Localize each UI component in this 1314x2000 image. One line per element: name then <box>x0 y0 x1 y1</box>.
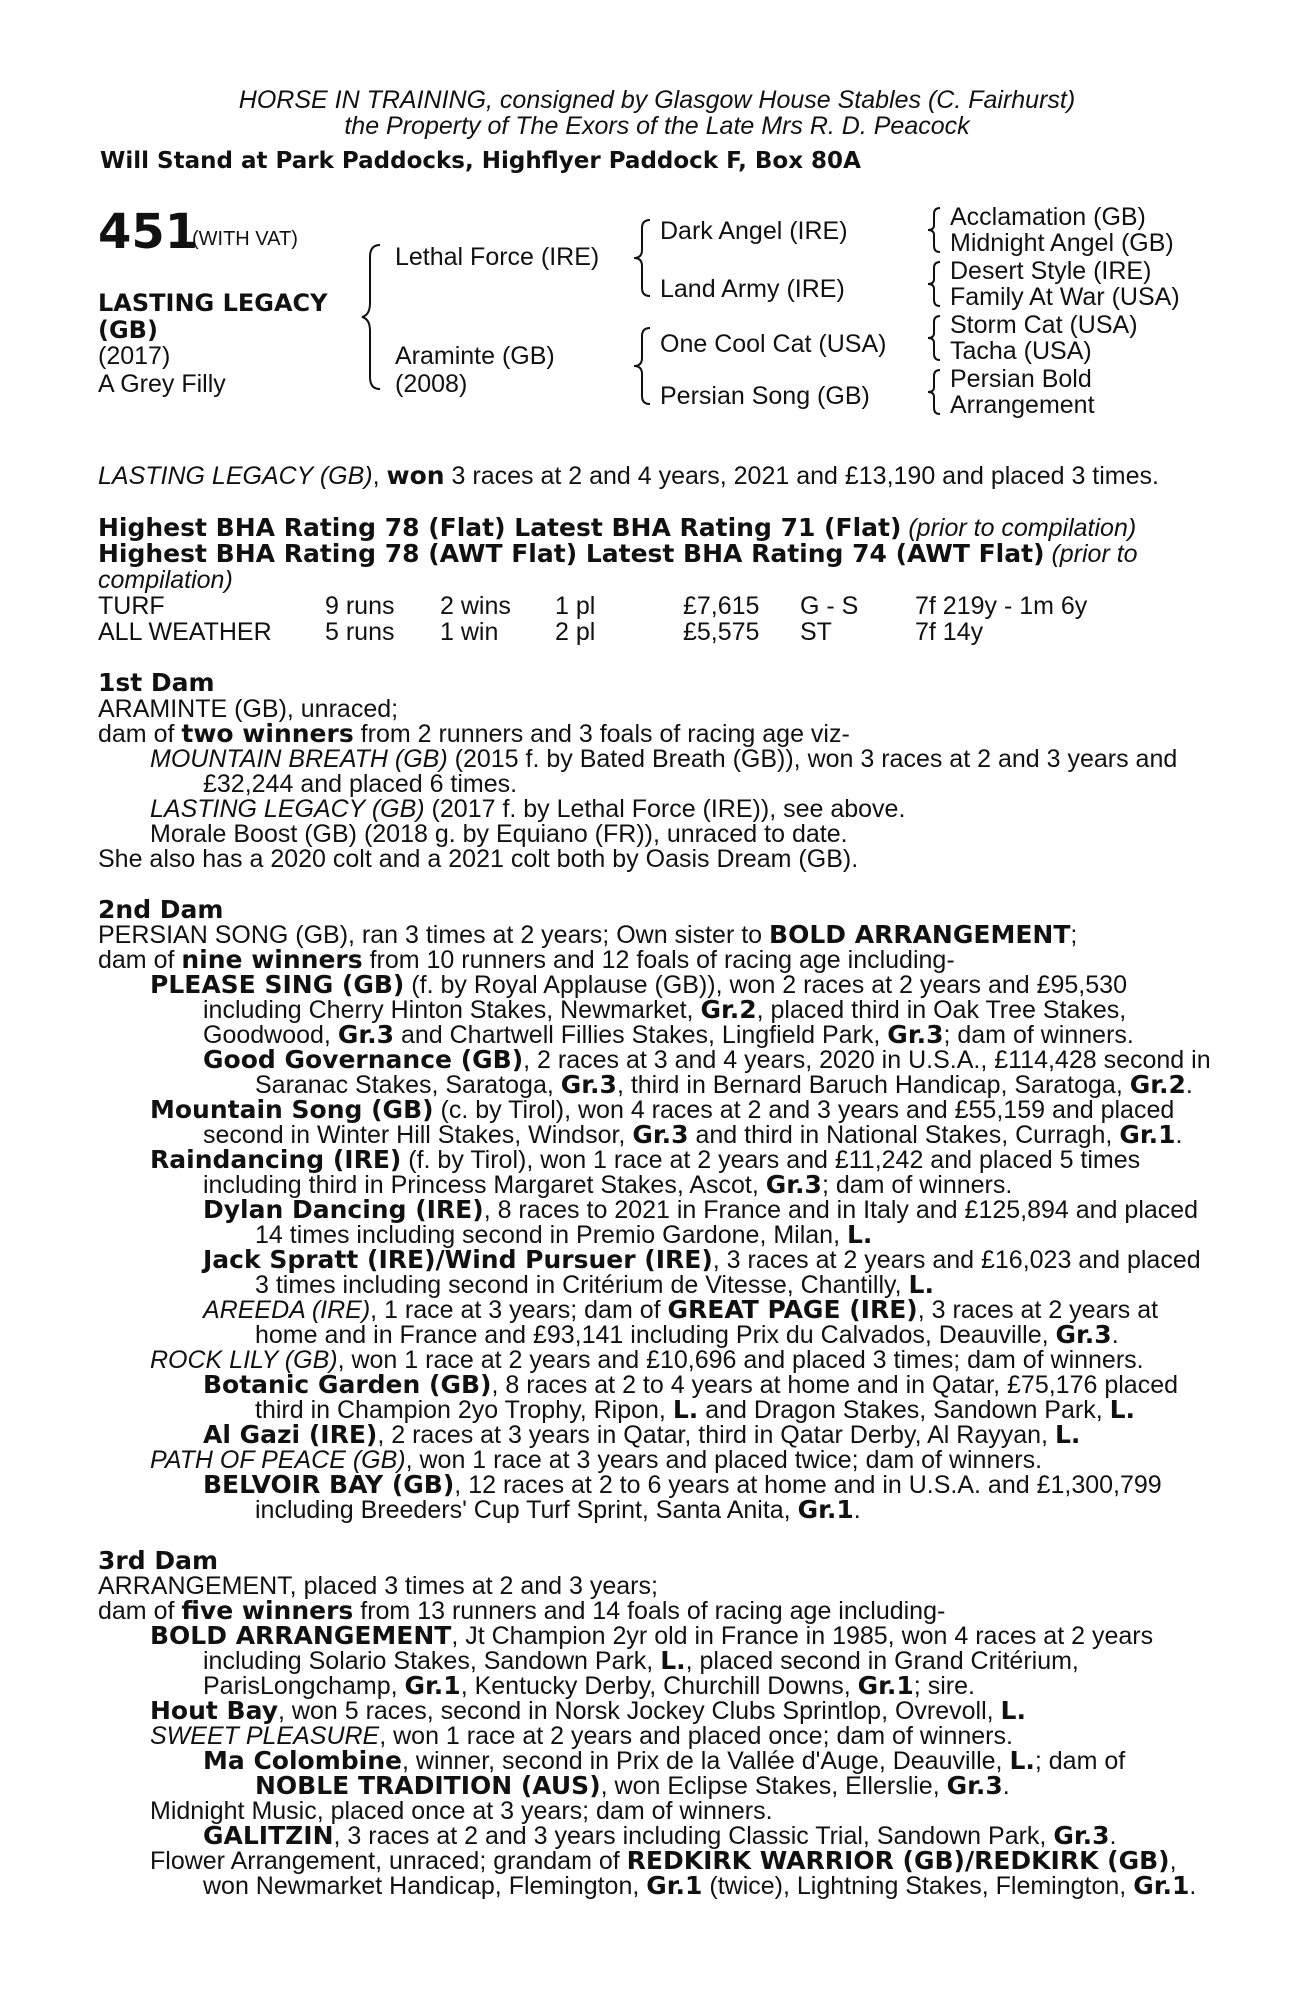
pedigree-gs3: One Cool Cat (USA) <box>660 330 887 358</box>
pedigree-dam: Araminte (GB) <box>395 342 555 370</box>
dam1-foal-1: MOUNTAIN BREATH (GB) (2015 f. by Bated Breath (GB)), won 3 races at 2 and 3 years and <box>150 745 1178 773</box>
dam3-ma-colombine: Ma Colombine, winner, second in Prix de la Vallée d'Auge, Deauville, L.; dam of <box>203 1746 1126 1775</box>
dam3-noble-tradition: NOBLE TRADITION (AUS), won Eclipse Stakes, Ellerslie, Gr.3. <box>255 1771 1010 1800</box>
dam2-please-sing-3: Goodwood, Gr.3 and Chartwell Fillies Stakes, Lingfield Park, Gr.3; dam of winners. <box>203 1020 1134 1049</box>
pedigree-ggs1: Acclamation (GB) <box>950 203 1146 231</box>
dam1-foal-2: LASTING LEGACY (GB) (2017 f. by Lethal Force (IRE)), see above. <box>150 795 906 823</box>
dam2-areeda-2: home and in France and £93,141 including Prix du Calvados, Deauville, Gr.3. <box>255 1320 1119 1349</box>
record-aw-wins: 1 win <box>440 618 499 646</box>
dam1-foal-3: Morale Boost (GB) (2018 g. by Equiano (FR)), unraced to date. <box>150 820 848 848</box>
record-turf-surface: TURF <box>98 592 165 620</box>
record-turf-going: G - S <box>800 592 859 620</box>
dam2-dylan-dancing: Dylan Dancing (IRE), 8 races to 2021 in France and in Italy and £125,894 and placed <box>203 1195 1199 1224</box>
rating-flat: Highest BHA Rating 78 (Flat) Latest BHA Rating 71 (Flat) (prior to compilation) <box>98 513 1137 542</box>
dam3-bold-arrangement-3: ParisLongchamp, Gr.1, Kentucky Derby, Churchill Downs, Gr.1; sire. <box>203 1671 975 1700</box>
record-turf-runs: 9 runs <box>325 592 395 620</box>
dam3-sweet-pleasure: SWEET PLEASURE, won 1 race at 2 years and placed once; dam of winners. <box>150 1722 1013 1750</box>
pedigree-brace-gs2 <box>926 260 944 308</box>
record-aw-pl: 2 pl <box>555 618 596 646</box>
pedigree-dam-year: (2008) <box>395 370 468 398</box>
dam3-bold-arrangement: BOLD ARRANGEMENT, Jt Champion 2yr old in France in 1985, won 4 races at 2 years <box>150 1621 1154 1650</box>
dam1-produce: dam of two winners from 2 runners and 3 foals of racing age viz- <box>98 719 850 748</box>
dam2-mountain-song: Mountain Song (GB) (c. by Tirol), won 4 races at 2 and 3 years and £55,159 and placed <box>150 1095 1175 1124</box>
dam2-botanic-garden: Botanic Garden (GB), 8 races at 2 to 4 years at home and in Qatar, £75,176 placed <box>203 1370 1179 1399</box>
header-location: Will Stand at Park Paddocks, Highflyer Paddock F, Box 80A <box>100 148 861 174</box>
record-aw-runs: 5 runs <box>325 618 395 646</box>
dam2-path-of-peace: PATH OF PEACE (GB), won 1 race at 3 years and placed twice; dam of winners. <box>150 1446 1043 1474</box>
dam2-produce: dam of nine winners from 10 runners and 12 foals of racing age including- <box>98 945 955 974</box>
lot-vat: (WITH VAT) <box>192 228 298 250</box>
dam1-line: ARAMINTE (GB), unraced; <box>98 695 399 723</box>
dam2-belvoir-bay: BELVOIR BAY (GB), 12 races at 2 to 6 years at home and in U.S.A. and £1,300,799 <box>203 1470 1162 1499</box>
dam3-midnight-music: Midnight Music, placed once at 3 years; dam of winners. <box>150 1797 773 1825</box>
record-turf-wins: 2 wins <box>440 592 511 620</box>
pedigree-ggs5: Storm Cat (USA) <box>950 311 1138 339</box>
pedigree-gs2: Land Army (IRE) <box>660 275 845 303</box>
dam2-good-governance-2: Saranac Stakes, Saratoga, Gr.3, third in Bernard Baruch Handicap, Saratoga, Gr.2. <box>255 1070 1193 1099</box>
dam2-jack-spratt-2: 3 times including second in Critérium de Vitesse, Chantilly, L. <box>255 1270 934 1299</box>
dam2-rock-lily: ROCK LILY (GB), won 1 race at 2 years and £10,696 and placed 3 times; dam of winners. <box>150 1346 1144 1374</box>
record-turf-pl: 1 pl <box>555 592 596 620</box>
pedigree-ggs8: Arrangement <box>950 391 1095 419</box>
pedigree-brace-gs1 <box>926 206 944 254</box>
lot-number: 451 <box>98 204 199 260</box>
dam3-galitzin: GALITZIN, 3 races at 2 and 3 years including Classic Trial, Sandown Park, Gr.3. <box>203 1821 1117 1850</box>
pedigree-ggs3: Desert Style (IRE) <box>950 257 1152 285</box>
dam2-areeda: AREEDA (IRE), 1 race at 3 years; dam of GREAT PAGE (IRE), 3 races at 2 years at <box>203 1295 1159 1324</box>
dam2-mountain-song-2: second in Winter Hill Stakes, Windsor, Gr.3 and third in National Stakes, Curragh, Gr.1. <box>203 1120 1183 1149</box>
horse-description: A Grey Filly <box>98 370 226 398</box>
pedigree-ggs2: Midnight Angel (GB) <box>950 229 1174 257</box>
dam3-produce: dam of five winners from 13 runners and 14 foals of racing age including- <box>98 1596 946 1625</box>
horse-origin: (GB) <box>98 316 158 344</box>
dam1-title: 1st Dam <box>98 668 215 697</box>
dam2-al-gazi: Al Gazi (IRE), 2 races at 3 years in Qatar, third in Qatar Derby, Al Rayyan, L. <box>203 1420 1081 1449</box>
horse-year: (2017) <box>98 342 171 370</box>
pedigree-ggs6: Tacha (USA) <box>950 337 1092 365</box>
dam3-flower-arrangement-2: won Newmarket Handicap, Flemington, Gr.1 (twice), Lightning Stakes, Flemington, Gr.1. <box>203 1871 1197 1900</box>
pedigree-brace-gs3 <box>926 314 944 362</box>
record-turf-money: £7,615 <box>683 592 760 620</box>
dam2-raindancing-2: including third in Princess Margaret Stakes, Ascot, Gr.3; dam of winners. <box>203 1170 1013 1199</box>
dam2-raindancing: Raindancing (IRE) (f. by Tirol), won 1 race at 2 years and £11,242 and placed 5 times <box>150 1145 1141 1174</box>
rating-awt-cont: compilation) <box>98 566 233 594</box>
record-aw-money: £5,575 <box>683 618 760 646</box>
record-aw-surface: ALL WEATHER <box>98 618 272 646</box>
race-summary: LASTING LEGACY (GB), won 3 races at 2 and 4 years, 2021 and £13,190 and placed 3 times. <box>98 461 1159 490</box>
header-consignor: HORSE IN TRAINING, consigned by Glasgow House Stables (C. Fairhurst) <box>238 86 1076 114</box>
dam2-please-sing: PLEASE SING (GB) (f. by Royal Applause (GB)), won 2 races at 2 years and £95,530 <box>150 970 1127 999</box>
pedigree-ggs4: Family At War (USA) <box>950 283 1180 311</box>
dam3-flower-arrangement: Flower Arrangement, unraced; grandam of REDKIRK WARRIOR (GB)/REDKIRK (GB), <box>150 1846 1177 1875</box>
dam3-hout-bay: Hout Bay, won 5 races, second in Norsk Jockey Clubs Sprintlop, Ovrevoll, L. <box>150 1696 1026 1725</box>
dam2-jack-spratt: Jack Spratt (IRE)/Wind Pursuer (IRE), 3 races at 2 years and £16,023 and placed <box>203 1245 1201 1274</box>
pedigree-brace-gs4 <box>926 368 944 416</box>
pedigree-gs4: Persian Song (GB) <box>660 382 870 410</box>
record-turf-dist: 7f 219y - 1m 6y <box>915 592 1088 620</box>
dam2-title: 2nd Dam <box>98 895 224 924</box>
rating-awt: Highest BHA Rating 78 (AWT Flat) Latest BHA Rating 74 (AWT Flat) (prior to <box>98 539 1138 568</box>
record-aw-dist: 7f 14y <box>915 618 984 646</box>
pedigree-ggs7: Persian Bold <box>950 365 1092 393</box>
horse-name: LASTING LEGACY <box>98 289 328 317</box>
record-aw-going: ST <box>800 618 832 646</box>
dam2-please-sing-2: including Cherry Hinton Stakes, Newmarket, Gr.2, placed third in Oak Tree Stakes, <box>203 995 1127 1024</box>
pedigree-sire: Lethal Force (IRE) <box>395 243 600 271</box>
pedigree-gs1: Dark Angel (IRE) <box>660 217 848 245</box>
dam3-title: 3rd Dam <box>98 1546 218 1575</box>
dam3-line: ARRANGEMENT, placed 3 times at 2 and 3 years; <box>98 1572 658 1600</box>
dam3-bold-arrangement-2: including Solario Stakes, Sandown Park, L., placed second in Grand Critérium, <box>203 1646 1079 1675</box>
dam1-foal-1-cont: £32,244 and placed 6 times. <box>203 770 518 798</box>
dam2-belvoir-bay-2: including Breeders' Cup Turf Sprint, Santa Anita, Gr.1. <box>255 1495 861 1524</box>
pedigree-brace-sire <box>632 218 654 298</box>
dam2-good-governance: Good Governance (GB), 2 races at 3 and 4 years, 2020 in U.S.A., £114,428 second in <box>203 1045 1211 1074</box>
dam2-line: PERSIAN SONG (GB), ran 3 times at 2 years; Own sister to BOLD ARRANGEMENT; <box>98 920 1078 949</box>
header-property: the Property of The Exors of the Late Mrs R. D. Peacock <box>344 112 970 140</box>
dam2-dylan-dancing-2: 14 times including second in Premio Gardone, Milan, L. <box>255 1220 873 1249</box>
dam2-botanic-garden-2: third in Champion 2yo Trophy, Ripon, L. and Dragon Stakes, Sandown Park, L. <box>255 1395 1136 1424</box>
dam1-note: She also has a 2020 colt and a 2021 colt both by Oasis Dream (GB). <box>98 845 859 873</box>
pedigree-brace-dam <box>632 326 654 406</box>
pedigree-brace-main <box>360 243 386 391</box>
